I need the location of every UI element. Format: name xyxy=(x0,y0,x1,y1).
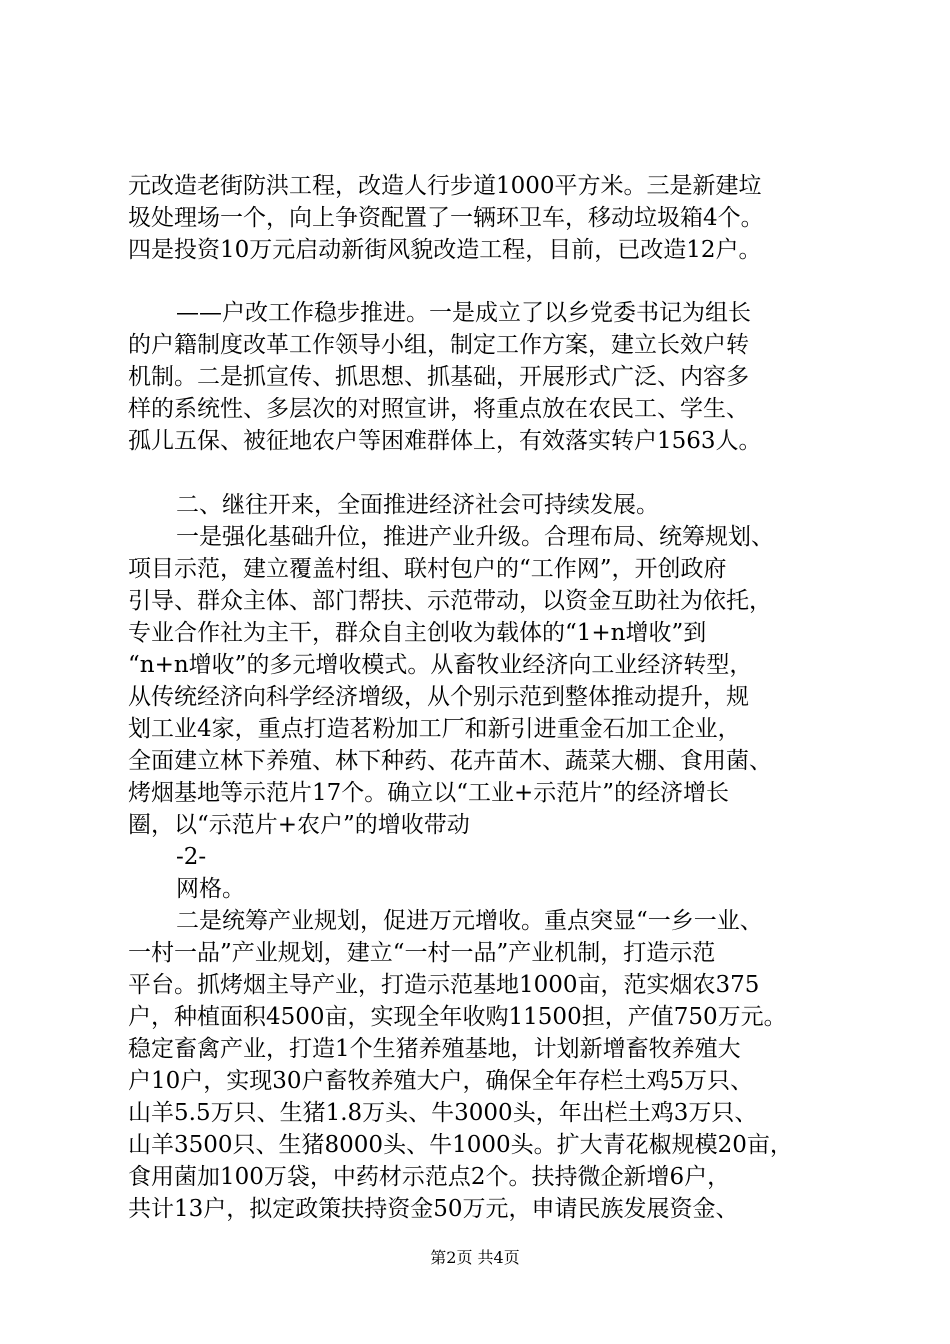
section-heading: 二、继往开来，全面推进经济社会可持续发展。 xyxy=(176,492,659,518)
inline-page-number: -2- xyxy=(176,844,207,870)
text-line: 圾处理场一个，向上争资配置了一辆环卫车，移动垃圾箱4个。 xyxy=(128,205,764,231)
text-line: “n+n增收”的多元增收模式。从畜牧业经济向工业经济转型， xyxy=(128,652,753,678)
text-line: 机制。二是抓宣传、抓思想、抓基础，开展形式广泛、内容多 xyxy=(128,364,749,390)
text-line: 一是强化基础升位，推进产业升级。合理布局、统筹规划、 xyxy=(176,524,774,550)
text-line: 从传统经济向科学经济增级，从个别示范到整体推动提升，规 xyxy=(128,684,749,710)
text-line: 四是投资10万元启动新街风貌改造工程，目前，已改造12户。 xyxy=(128,237,762,263)
text-line: 烤烟基地等示范片17个。确立以“工业+示范片”的经济增长 xyxy=(128,780,730,806)
text-line: 一村一品”产业规划，建立“一村一品”产业机制，打造示范 xyxy=(128,940,716,966)
text-line: 二是统筹产业规划，促进万元增收。重点突显“一乡一业、 xyxy=(176,908,763,934)
text-line: 划工业4家，重点打造茗粉加工厂和新引进重金石加工企业， xyxy=(128,716,741,742)
text-line: 项目示范，建立覆盖村组、联村包户的“工作网”，开创政府 xyxy=(128,556,727,582)
text-line: 网格。 xyxy=(176,876,245,902)
text-line: 全面建立林下养殖、林下种药、花卉苗木、蔬菜大棚、食用菌、 xyxy=(128,748,772,774)
text-line: 山羊3500只、生猪8000头、牛1000头。扩大青花椒规模20亩， xyxy=(128,1132,793,1158)
text-line: 专业合作社为主干，群众自主创收为载体的“1+n增收”到 xyxy=(128,620,707,646)
text-line: 户10户，实现30户畜牧养殖大户，确保全年存栏土鸡5万只、 xyxy=(128,1068,754,1094)
text-line: 食用菌加100万袋，中药材示范点2个。扶持微企新增6户， xyxy=(128,1164,731,1190)
text-line: 样的系统性、多层次的对照宣讲，将重点放在农民工、学生、 xyxy=(128,396,749,422)
text-line: 圈，以“示范片+农户”的增收带动 xyxy=(128,812,470,838)
text-line: 山羊5.5万只、生猪1.8万头、牛3000头，年出栏土鸡3万只、 xyxy=(128,1100,758,1126)
text-line: 稳定畜禽产业，打造1个生猪养殖基地，计划新增畜牧养殖大 xyxy=(128,1036,741,1062)
page-footer: 第2页 共4页 xyxy=(430,1248,520,1267)
text-line: 共计13户，拟定政策扶持资金50万元，申请民族发展资金、 xyxy=(128,1196,739,1222)
text-line: 元改造老街防洪工程，改造人行步道1000平方米。三是新建垃 xyxy=(128,173,762,199)
text-line: 引导、群众主体、部门帮扶、示范带动，以资金互助社为依托， xyxy=(128,588,772,614)
text-line: 平台。抓烤烟主导产业，打造示范基地1000亩，范实烟农375 xyxy=(128,972,760,998)
text-line: 孤儿五保、被征地农户等困难群体上，有效落实转户1563人。 xyxy=(128,428,762,454)
text-line: 户，种植面积4500亩，实现全年收购11500担，产值750万元。 xyxy=(128,1004,787,1030)
text-line: ——户改工作稳步推进。一是成立了以乡党委书记为组长 xyxy=(176,300,751,326)
text-line: 的户籍制度改革工作领导小组，制定工作方案，建立长效户转 xyxy=(128,332,749,358)
